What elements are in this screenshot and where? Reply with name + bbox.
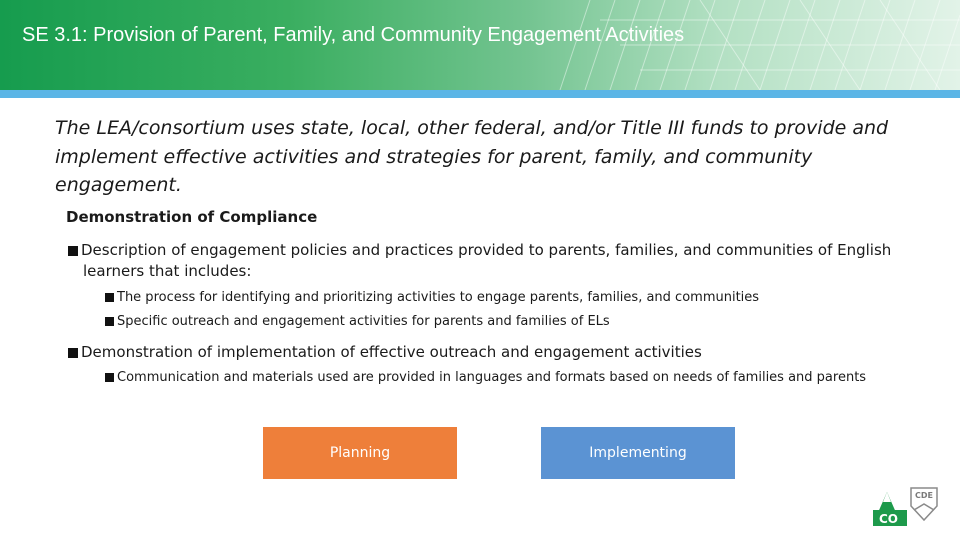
checkbox-icon [68,246,78,256]
logo-state-text: CO [879,512,899,526]
checkbox-icon [105,373,114,382]
logo-dept-text: CDE [915,491,933,500]
checklist-item [68,342,898,363]
planning-box [263,427,457,479]
header-accent-bar [0,90,960,98]
checklist-subitem-text: The process for identifying and prioritizing activities to engage parents, families, and communities [117,290,760,305]
checklist-item-text: Description of engagement policies and practices provided to parents, families, and communities of English learners that includes: [81,241,892,280]
section-label: Demonstration of Compliance [66,208,318,226]
checklist-subitem [104,288,919,308]
planning-label: Planning [329,445,391,461]
checklist-subitem-text: Specific outreach and engagement activities for parents and families of ELs [117,314,610,329]
header-banner [0,0,960,90]
checklist-item-text: Demonstration of implementation of effective outreach and engagement activities [81,343,702,361]
implementing-box [541,427,735,479]
checkbox-icon [105,293,114,302]
lead-statement: The LEA/consortium uses state, local, other federal, and/or Title III funds to provide and implement effective activities and strategies for parent, family, and community engagement. [55,117,889,196]
checkbox-icon [68,348,78,358]
checklist-item [68,240,913,282]
checkbox-icon [105,317,114,326]
checklist-subitem [104,312,919,332]
cde-logo [871,484,951,528]
implementing-label: Implementing [589,445,687,461]
checklist-subitem [104,368,919,388]
checklist-subitem-text: Communication and materials used are provided in languages and formats based on needs of families and parents [117,370,867,385]
slide-title: SE 3.1: Provision of Parent, Family, and Community Engagement Activities [22,24,685,46]
